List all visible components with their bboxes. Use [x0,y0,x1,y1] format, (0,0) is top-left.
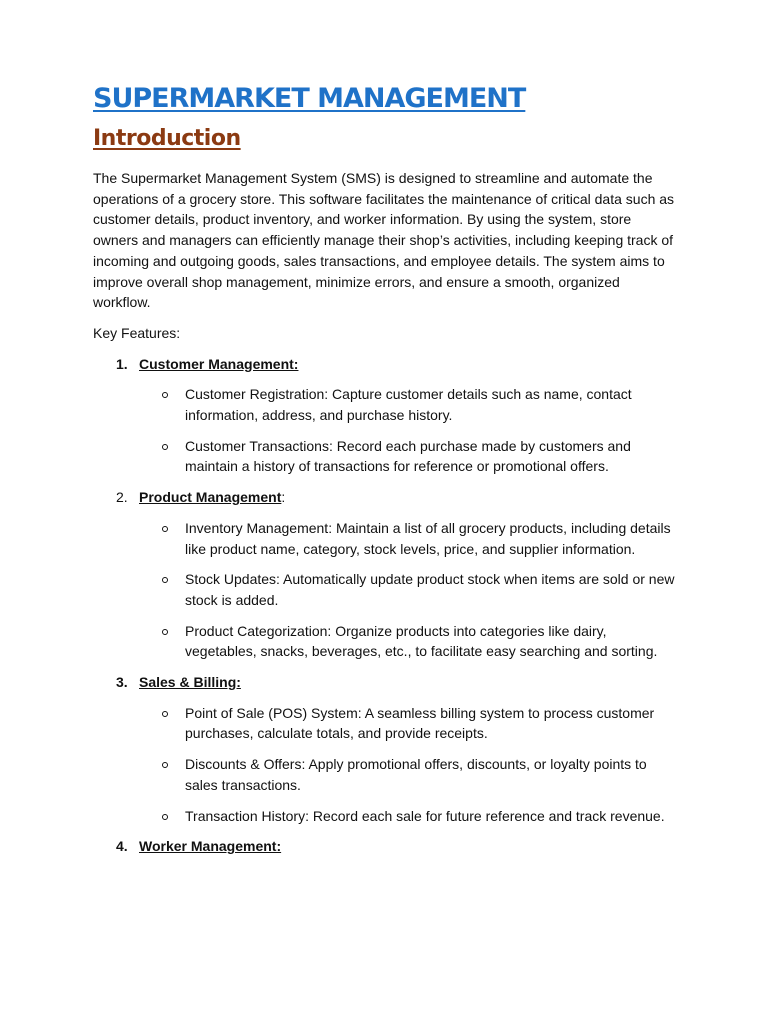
list-number: 1. [116,355,128,372]
circle-bullet-icon [162,444,168,450]
feature-heading-label: Sales & Billing: [139,674,241,691]
circle-bullet-icon [162,392,168,398]
intro-paragraph: The Supermarket Management System (SMS) is designed to streamline and automate the operations of a grocery store. This software facilitates the maintenance of critical data such as customer details, product inventory, and worker information. By using the system, store owners and managers can efficiently manage their shop’s activities, including keeping track of incoming and outgoing goods, sales transactions, and employee details. The system aims to improve overall shop management, minimize errors, and ensure a smooth, organized workflow. [93,170,675,311]
list-item [93,806,678,827]
list-item-text: Stock Updates: Automatically update product stock when items are sold or new stock is added. [185,571,675,608]
list-item-text: Inventory Management: Maintain a list of all grocery products, including details like product name, category, stock levels, price, and supplier information. [185,519,671,557]
list-item-text: Product Categorization: Organize products into categories like dairy, vegetables, snacks, beverages, etc., to facilitate easy searching and sorting. [185,622,658,660]
feature-heading-label: Product Management [139,489,282,506]
list-item [93,384,678,425]
feature-heading [93,836,678,857]
list-item-text: Point of Sale (POS) System: A seamless billing system to process customer purchases, calculate totals, and provide receipts. [185,704,655,742]
feature-section-worker-management [93,836,678,857]
circle-bullet-icon [162,577,168,583]
list-item-text: Customer Registration: Capture customer details such as name, contact information, address, and purchase history. [185,386,632,424]
feature-heading [93,354,678,375]
feature-heading [93,672,678,693]
circle-bullet-icon [162,814,168,820]
list-item [93,436,678,477]
list-item [93,569,678,610]
circle-bullet-icon [162,711,168,717]
circle-bullet-icon [162,526,168,532]
circle-bullet-icon [162,629,168,635]
list-number: 4. [116,838,128,855]
key-features-label: Key Features: [93,324,181,341]
document-title: SUPERMARKET MANAGEMENT [93,83,526,114]
list-item-text: Transaction History: Record each sale for future reference and track revenue. [185,807,665,824]
list-number: 2. [116,489,128,506]
section-heading-introduction: Introduction [93,126,241,151]
feature-heading-label: Customer Management: [139,355,299,372]
list-number: 3. [116,674,128,691]
circle-bullet-icon [162,762,168,768]
list-item [93,518,678,559]
list-item-text: Customer Transactions: Record each purchase made by customers and maintain a history of transactions for reference or promotional offers. [185,437,631,475]
feature-heading-suffix: : [281,489,286,506]
list-item [93,621,678,662]
feature-heading-label: Worker Management: [139,838,282,855]
list-item [93,754,678,795]
list-item [93,703,678,744]
feature-heading [93,487,678,508]
feature-section-product-management [93,487,678,662]
document-content [93,82,678,857]
feature-section-customer-management [93,354,678,478]
feature-section-sales-billing [93,672,678,826]
list-item-text: Discounts & Offers: Apply promotional offers, discounts, or loyalty points to sales transactions. [185,756,647,793]
